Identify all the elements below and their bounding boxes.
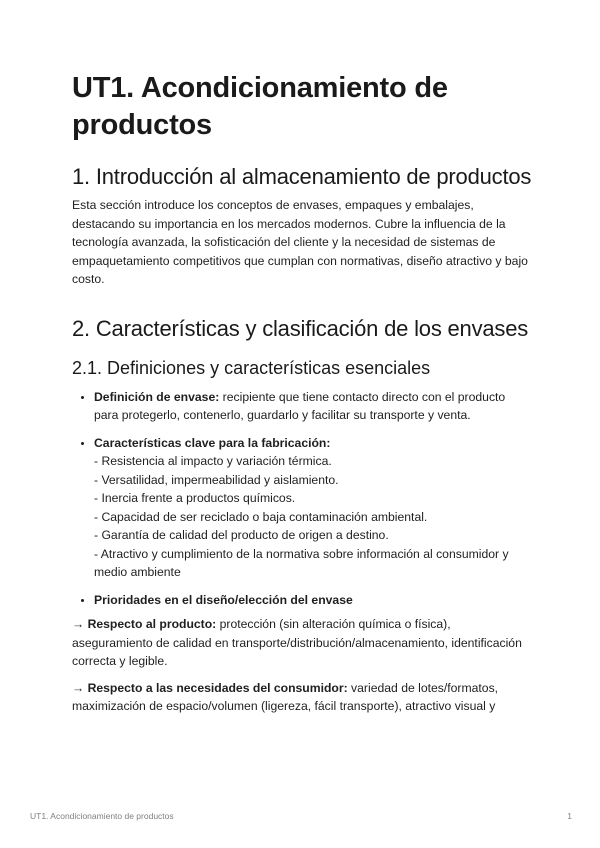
sub-line: - Resistencia al impacto y variación térmica.	[94, 454, 332, 468]
arrow-label: Respecto al producto:	[87, 617, 217, 631]
arrow-paragraph	[72, 615, 532, 671]
section-introduction	[72, 163, 532, 289]
sub-line: - Capacidad de ser reciclado o baja contaminación ambiental.	[94, 509, 428, 524]
sub-line: - Inercia frente a productos químicos.	[94, 491, 296, 505]
arrow-label: Respecto a las necesidades del consumidor:	[87, 680, 348, 695]
sub-line: - Atractivo y cumplimiento de la normativa sobre información al consumidor y medio ambiente	[94, 546, 509, 579]
arrow-paragraph	[72, 679, 532, 716]
list-item	[94, 591, 532, 610]
arrow-icon: →	[72, 617, 88, 631]
page-title: UT1. Acondicionamiento de productos	[72, 72, 448, 141]
arrow-text: protección (sin alteración química o física), aseguramiento de calidad en transporte/distribución/almacenamiento, identificación correcta y legible.	[72, 617, 522, 668]
section-characteristics	[72, 315, 532, 716]
list-item-label: Prioridades en el diseño/elección del envase	[94, 592, 353, 607]
footer-title: UT1. Acondicionamiento de productos	[30, 811, 174, 821]
document-page	[72, 70, 532, 730]
subsection-heading: 2.1. Definiciones y características esenciales	[72, 357, 431, 378]
bullet-list	[72, 388, 532, 610]
page-number: 1	[567, 811, 572, 821]
sub-line: - Garantía de calidad del producto de origen a destino.	[94, 528, 389, 542]
list-item-label: Definición de envase:	[94, 389, 220, 404]
section-heading: 2. Características y clasificación de los envases	[72, 315, 529, 341]
arrow-icon: →	[72, 680, 88, 695]
arrow-text: variedad de lotes/formatos, maximización de espacio/volumen (ligereza, fácil transporte), atractivo visual y	[72, 680, 499, 713]
list-item	[94, 434, 532, 582]
list-item-label: Características clave para la fabricación:	[94, 435, 331, 450]
section-heading: 1. Introducción al almacenamiento de productos	[72, 164, 532, 189]
sub-line: - Versatilidad, impermeabilidad y aislamiento.	[94, 472, 339, 487]
list-item	[94, 388, 532, 425]
page-footer	[30, 811, 572, 821]
list-item-text: recipiente que tiene contacto directo con el producto para protegerlo, contenerlo, guardarlo y facilitar su transporte y venta.	[94, 389, 506, 422]
section-body: Esta sección introduce los conceptos de envases, empaques y embalajes, destacando su importancia en los mercados modernos. Cubre la influencia de la tecnología avanzada, la sofisticación del cliente y la necesidad de sistemas de empaquetamiento competitivos que cumplan con normativas, diseño atractivo y bajo costo.	[72, 198, 528, 286]
